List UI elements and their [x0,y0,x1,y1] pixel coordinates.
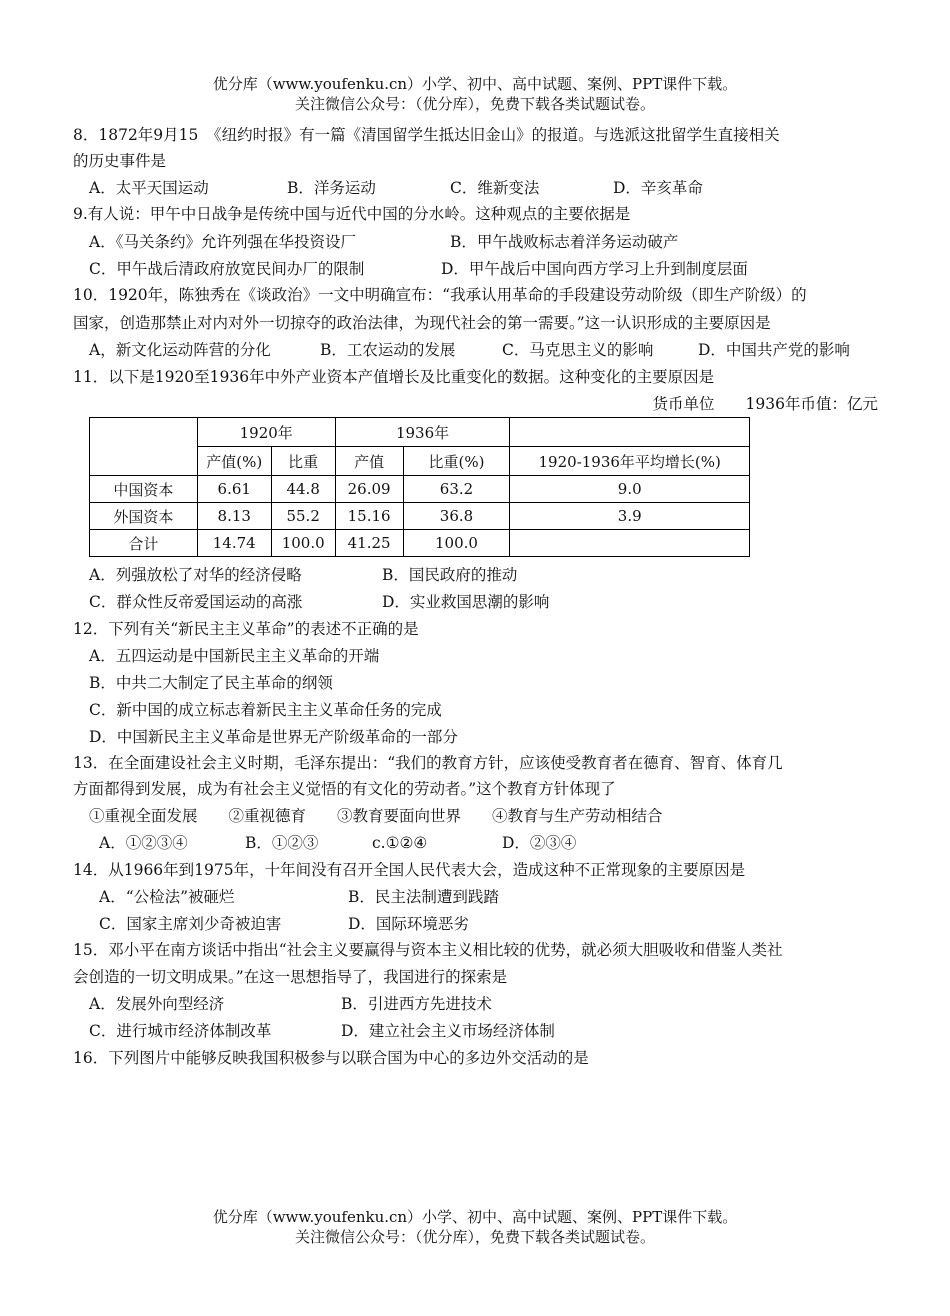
q14-stem: 14．从1966年到1975年，十年间没有召开全国人民代表大会，造成这种不正常现象的主要原因是 [73,861,746,879]
cell-growth [510,530,750,557]
q10-option-c: C．马克思主义的影响 [502,341,654,359]
q11-option-c: C．群众性反帝爱国运动的高涨 [89,593,303,611]
row-label: 合计 [90,530,198,557]
q8-option-b: B．洋务运动 [287,179,376,197]
q13-stem-line-2: 方面都得到发展，成为有社会主义觉悟的有文化的劳动者。”这个教育方针体现了 [73,780,616,798]
q14-option-d: D．国际环境恶劣 [348,915,469,933]
row-label: 中国资本 [90,476,198,503]
table-year-1936: 1936年 [335,418,510,447]
q15-option-a: A．发展外向型经济 [89,995,225,1013]
q11-stem: 11．以下是1920至1936年中外产业资本产值增长及比重变化的数据。这种变化的主要原因是 [73,368,715,386]
q11-option-b: B．国民政府的推动 [382,566,518,584]
q9-option-b: B．甲午战败标志着洋务运动破产 [450,233,679,251]
q16-stem: 16．下列图片中能够反映我国积极参与以联合国为中心的多边外交活动的是 [73,1049,589,1067]
q10-stem-line-1: 10．1920年，陈独秀在《谈政治》一文中明确宣布：“我承认用革命的手段建设劳动阶级（即生产阶级）的 [73,286,807,304]
q12-stem: 12．下列有关“新民主主义革命”的表述不正确的是 [73,620,419,638]
cell-share-1936: 100.0 [403,530,510,557]
q11-option-d: D．实业救国思潮的影响 [382,593,550,611]
table-row [90,476,750,503]
q12-option-a: A．五四运动是中国新民主主义革命的开端 [89,647,380,665]
q9-option-c: C．甲午战后清政府放宽民间办厂的限制 [89,260,365,278]
q11-data-table [89,417,750,557]
table-row [90,503,750,530]
table-header-value-1920: 产值(%) [197,447,271,476]
table-header-row-years [90,418,750,447]
q12-option-b: B．中共二大制定了民主革命的纲领 [89,674,333,692]
table-corner-cell [90,418,198,476]
q10-option-a: A，新文化运动阵营的分化 [89,341,271,359]
page-header [0,74,950,114]
header-line-1: 优分库（www.youfenku.cn）小学、初中、高中试题、案例、PPT课件下载。 [212,75,738,93]
q13-option-b: B．①②③ [245,834,319,852]
table-empty-header [510,418,750,447]
cell-share-1920: 55.2 [271,503,335,530]
q13-option-d: D．②③④ [502,834,577,852]
q10-option-d: D．中国共产党的影响 [698,341,850,359]
table-header-growth: 1920-1936年平均增长(%) [510,447,750,476]
cell-value-1936: 41.25 [335,530,403,557]
table-header-value-1936: 产值 [335,447,403,476]
q13-stem-line-1: 13．在全面建设社会主义时期，毛泽东提出：“我们的教育方针，应该使受教育者在德育、智育、体育几 [73,754,783,772]
q8-option-a: A．太平天国运动 [89,179,209,197]
q15-stem-line-1: 15．邓小平在南方谈话中指出“社会主义要赢得与资本主义相比较的优势，就必须大胆吸收和借鉴人类社 [73,941,783,959]
q11-option-a: A．列强放松了对华的经济侵略 [89,566,302,584]
q15-stem-line-2: 会创造的一切文明成果。”在这一思想指导了，我国进行的探索是 [73,968,508,986]
q11-currency-unit: 货币单位 1936年币值：亿元 [652,395,878,413]
cell-share-1936: 36.8 [403,503,510,530]
q9-stem: 9.有人说：甲午中日战争是传统中国与近代中国的分水岭。这种观点的主要依据是 [73,205,631,223]
q14-option-b: B．民主法制遭到践踏 [348,888,499,906]
q14-option-c: C．国家主席刘少奇被迫害 [99,915,282,933]
cell-value-1936: 26.09 [335,476,403,503]
q10-stem-line-2: 国家，创造那禁止对内对外一切掠夺的政治法律，为现代社会的第一需要。”这一认识形成的主要原因是 [73,314,771,332]
table-row [90,530,750,557]
cell-value-1936: 15.16 [335,503,403,530]
q9-option-d: D．甲午战后中国向西方学习上升到制度层面 [441,260,748,278]
q15-option-c: C．进行城市经济体制改革 [89,1022,272,1040]
page-footer [0,1207,950,1247]
cell-value-1920: 8.13 [197,503,271,530]
cell-growth: 3.9 [510,503,750,530]
footer-line-2: 关注微信公众号：（优分库），免费下载各类试题试卷。 [294,1228,655,1246]
cell-share-1920: 44.8 [271,476,335,503]
header-line-2: 关注微信公众号：（优分库），免费下载各类试题试卷。 [294,95,655,113]
row-label: 外国资本 [90,503,198,530]
q13-items: ①重视全面发展 ②重视德育 ③教育要面向世界 ④教育与生产劳动相结合 [89,807,663,825]
q8-stem-line-2: 的历史事件是 [73,152,167,170]
q10-option-b: B．工农运动的发展 [320,341,456,359]
q8-stem-line-1: 8．1872年9月15 《纽约时报》有一篇《清国留学生抵达旧金山》的报道。与选派这批留学生直接相关 [73,126,780,144]
q8-option-d: D．辛亥革命 [613,179,703,197]
q12-option-d: D．中国新民主主义革命是世界无产阶级革命的一部分 [89,728,458,746]
table-header-share-1920: 比重 [271,447,335,476]
cell-value-1920: 14.74 [197,530,271,557]
q13-option-c: c.①②④ [372,834,428,852]
footer-line-1: 优分库（www.youfenku.cn）小学、初中、高中试题、案例、PPT课件下载。 [212,1208,738,1226]
cell-share-1936: 63.2 [403,476,510,503]
q14-option-a: A．“公检法”被砸烂 [99,888,235,906]
q12-option-c: C．新中国的成立标志着新民主主义革命任务的完成 [89,701,442,719]
table-year-1920: 1920年 [197,418,335,447]
cell-value-1920: 6.61 [197,476,271,503]
q15-option-b: B．引进西方先进技术 [341,995,492,1013]
cell-growth: 9.0 [510,476,750,503]
q8-option-c: C．维新变法 [450,179,540,197]
q9-option-a: A．《马关条约》允许列强在华投资设厂 [89,233,356,251]
q13-option-a: A．①②③④ [99,834,188,852]
table-header-share-1936: 比重(%) [403,447,510,476]
q15-option-d: D．建立社会主义市场经济体制 [341,1022,555,1040]
cell-share-1920: 100.0 [271,530,335,557]
